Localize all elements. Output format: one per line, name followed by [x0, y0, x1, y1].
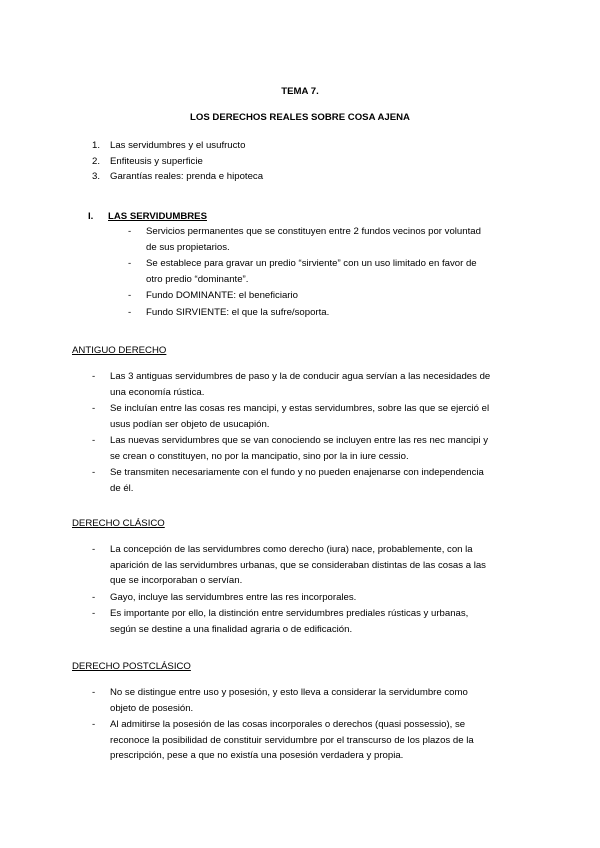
line: La concepción de las servidumbres como derecho (iura) nace, probablemente, con la — [110, 544, 473, 555]
list-item — [92, 606, 532, 637]
line: Se incluían entre las cosas res mancipi, y estas servidumbres, sobre las que se ejerció el — [110, 403, 490, 414]
line: Fundo DOMINANTE: el beneficiario — [146, 290, 298, 301]
line: aparición de las servidumbres urbanas, que se consideraban distintas de las cosas a las — [110, 559, 486, 571]
topic-text: Garantías reales: prenda e hipoteca — [110, 171, 264, 182]
line: según se destine a una finalidad agraria o de edificación. — [110, 623, 353, 635]
topic-number: 3. — [92, 171, 101, 182]
dash-bullet: - — [92, 403, 96, 414]
line: Al admitirse la posesión de las cosas incorporales o derechos (quasi possessio), se — [110, 719, 466, 730]
dash-bullet: - — [92, 608, 96, 619]
section-heading-antiguo: ANTIGUO DERECHO — [72, 345, 167, 356]
line: Es importante por ello, la distinción entre servidumbres prediales rústicas y urbanas, — [110, 608, 469, 619]
section-numeral: I. — [88, 211, 94, 222]
topic-item — [92, 169, 263, 185]
list-item — [92, 542, 532, 589]
list-item — [92, 717, 532, 764]
line: Se transmiten necesariamente con el fundo y no pueden enajenarse con independencia — [110, 467, 484, 478]
list-item — [92, 685, 532, 716]
list-item — [128, 256, 528, 287]
dash-bullet: - — [128, 290, 132, 301]
antiguo-list — [92, 369, 532, 496]
servidumbres-list — [128, 224, 528, 320]
line: Gayo, incluye las servidumbres entre las res incorporales. — [110, 591, 357, 603]
list-item — [92, 590, 532, 606]
topic-text: Las servidumbres y el usufructo — [110, 140, 246, 151]
line: una economía rústica. — [110, 386, 205, 398]
dash-bullet: - — [128, 258, 132, 269]
line: prescripción, pese a que no existía una posesión verdadera y propia. — [110, 750, 404, 761]
line: Las nuevas servidumbres que se van conociendo se incluyen entre las res nec mancipi y — [110, 435, 489, 446]
line: No se distingue entre uso y posesión, y esto lleva a considerar la servidumbre como — [110, 687, 468, 698]
section-heading-postclasico: DERECHO POSTCLÁSICO — [72, 661, 191, 672]
list-item — [92, 401, 532, 432]
line: reconoce la posibilidad de constituir servidumbre por el transcurso de los plazos de la — [110, 734, 474, 746]
topic-number: 1. — [92, 140, 101, 151]
clasico-list — [92, 542, 532, 637]
dash-bullet: - — [92, 435, 96, 446]
dash-bullet: - — [92, 467, 96, 478]
line: de él. — [110, 482, 134, 494]
postclasico-list — [92, 685, 532, 764]
topic-number: 2. — [92, 155, 101, 167]
document-subtitle: LOS DERECHOS REALES SOBRE COSA AJENA — [190, 112, 410, 123]
dash-bullet: - — [92, 371, 96, 382]
dash-bullet: - — [92, 591, 96, 603]
topic-item — [92, 138, 263, 154]
list-item — [128, 288, 528, 304]
line: Servicios permanentes que se constituyen entre 2 fundos vecinos por voluntad — [146, 226, 481, 237]
line: de sus propietarios. — [146, 241, 230, 253]
dash-bullet: - — [128, 226, 132, 237]
section-heading-servidumbres: LAS SERVIDUMBRES — [108, 211, 207, 222]
document-title: TEMA 7. — [281, 86, 319, 97]
line: usus podían ser objeto de usucapión. — [110, 418, 270, 430]
list-item — [128, 305, 528, 321]
dash-bullet: - — [92, 544, 96, 555]
line: objeto de posesión. — [110, 702, 194, 714]
line: Fundo SIRVIENTE: el que la sufre/soporta. — [146, 306, 330, 318]
dash-bullet: - — [128, 306, 132, 318]
line: se crean o constituyen, no por la mancipatio, sino por la in iure cessio. — [110, 450, 409, 462]
topic-list — [92, 138, 263, 185]
line: Se establece para gravar un predio “sirviente” con un uso limitado en favor de — [146, 258, 477, 269]
list-item — [92, 465, 532, 496]
section-heading-clasico: DERECHO CLÁSICO — [72, 518, 165, 529]
topic-text: Enfiteusis y superficie — [110, 155, 203, 167]
line: Las 3 antiguas servidumbres de paso y la de conducir agua servían a las necesidades de — [110, 371, 491, 382]
line: que se incorporaban o servían. — [110, 575, 243, 586]
list-item — [92, 433, 532, 464]
dash-bullet: - — [92, 687, 96, 698]
topic-item — [92, 154, 263, 170]
line: otro predio “dominante”. — [146, 273, 249, 285]
dash-bullet: - — [92, 719, 96, 730]
list-item — [92, 369, 532, 400]
list-item — [128, 224, 528, 255]
